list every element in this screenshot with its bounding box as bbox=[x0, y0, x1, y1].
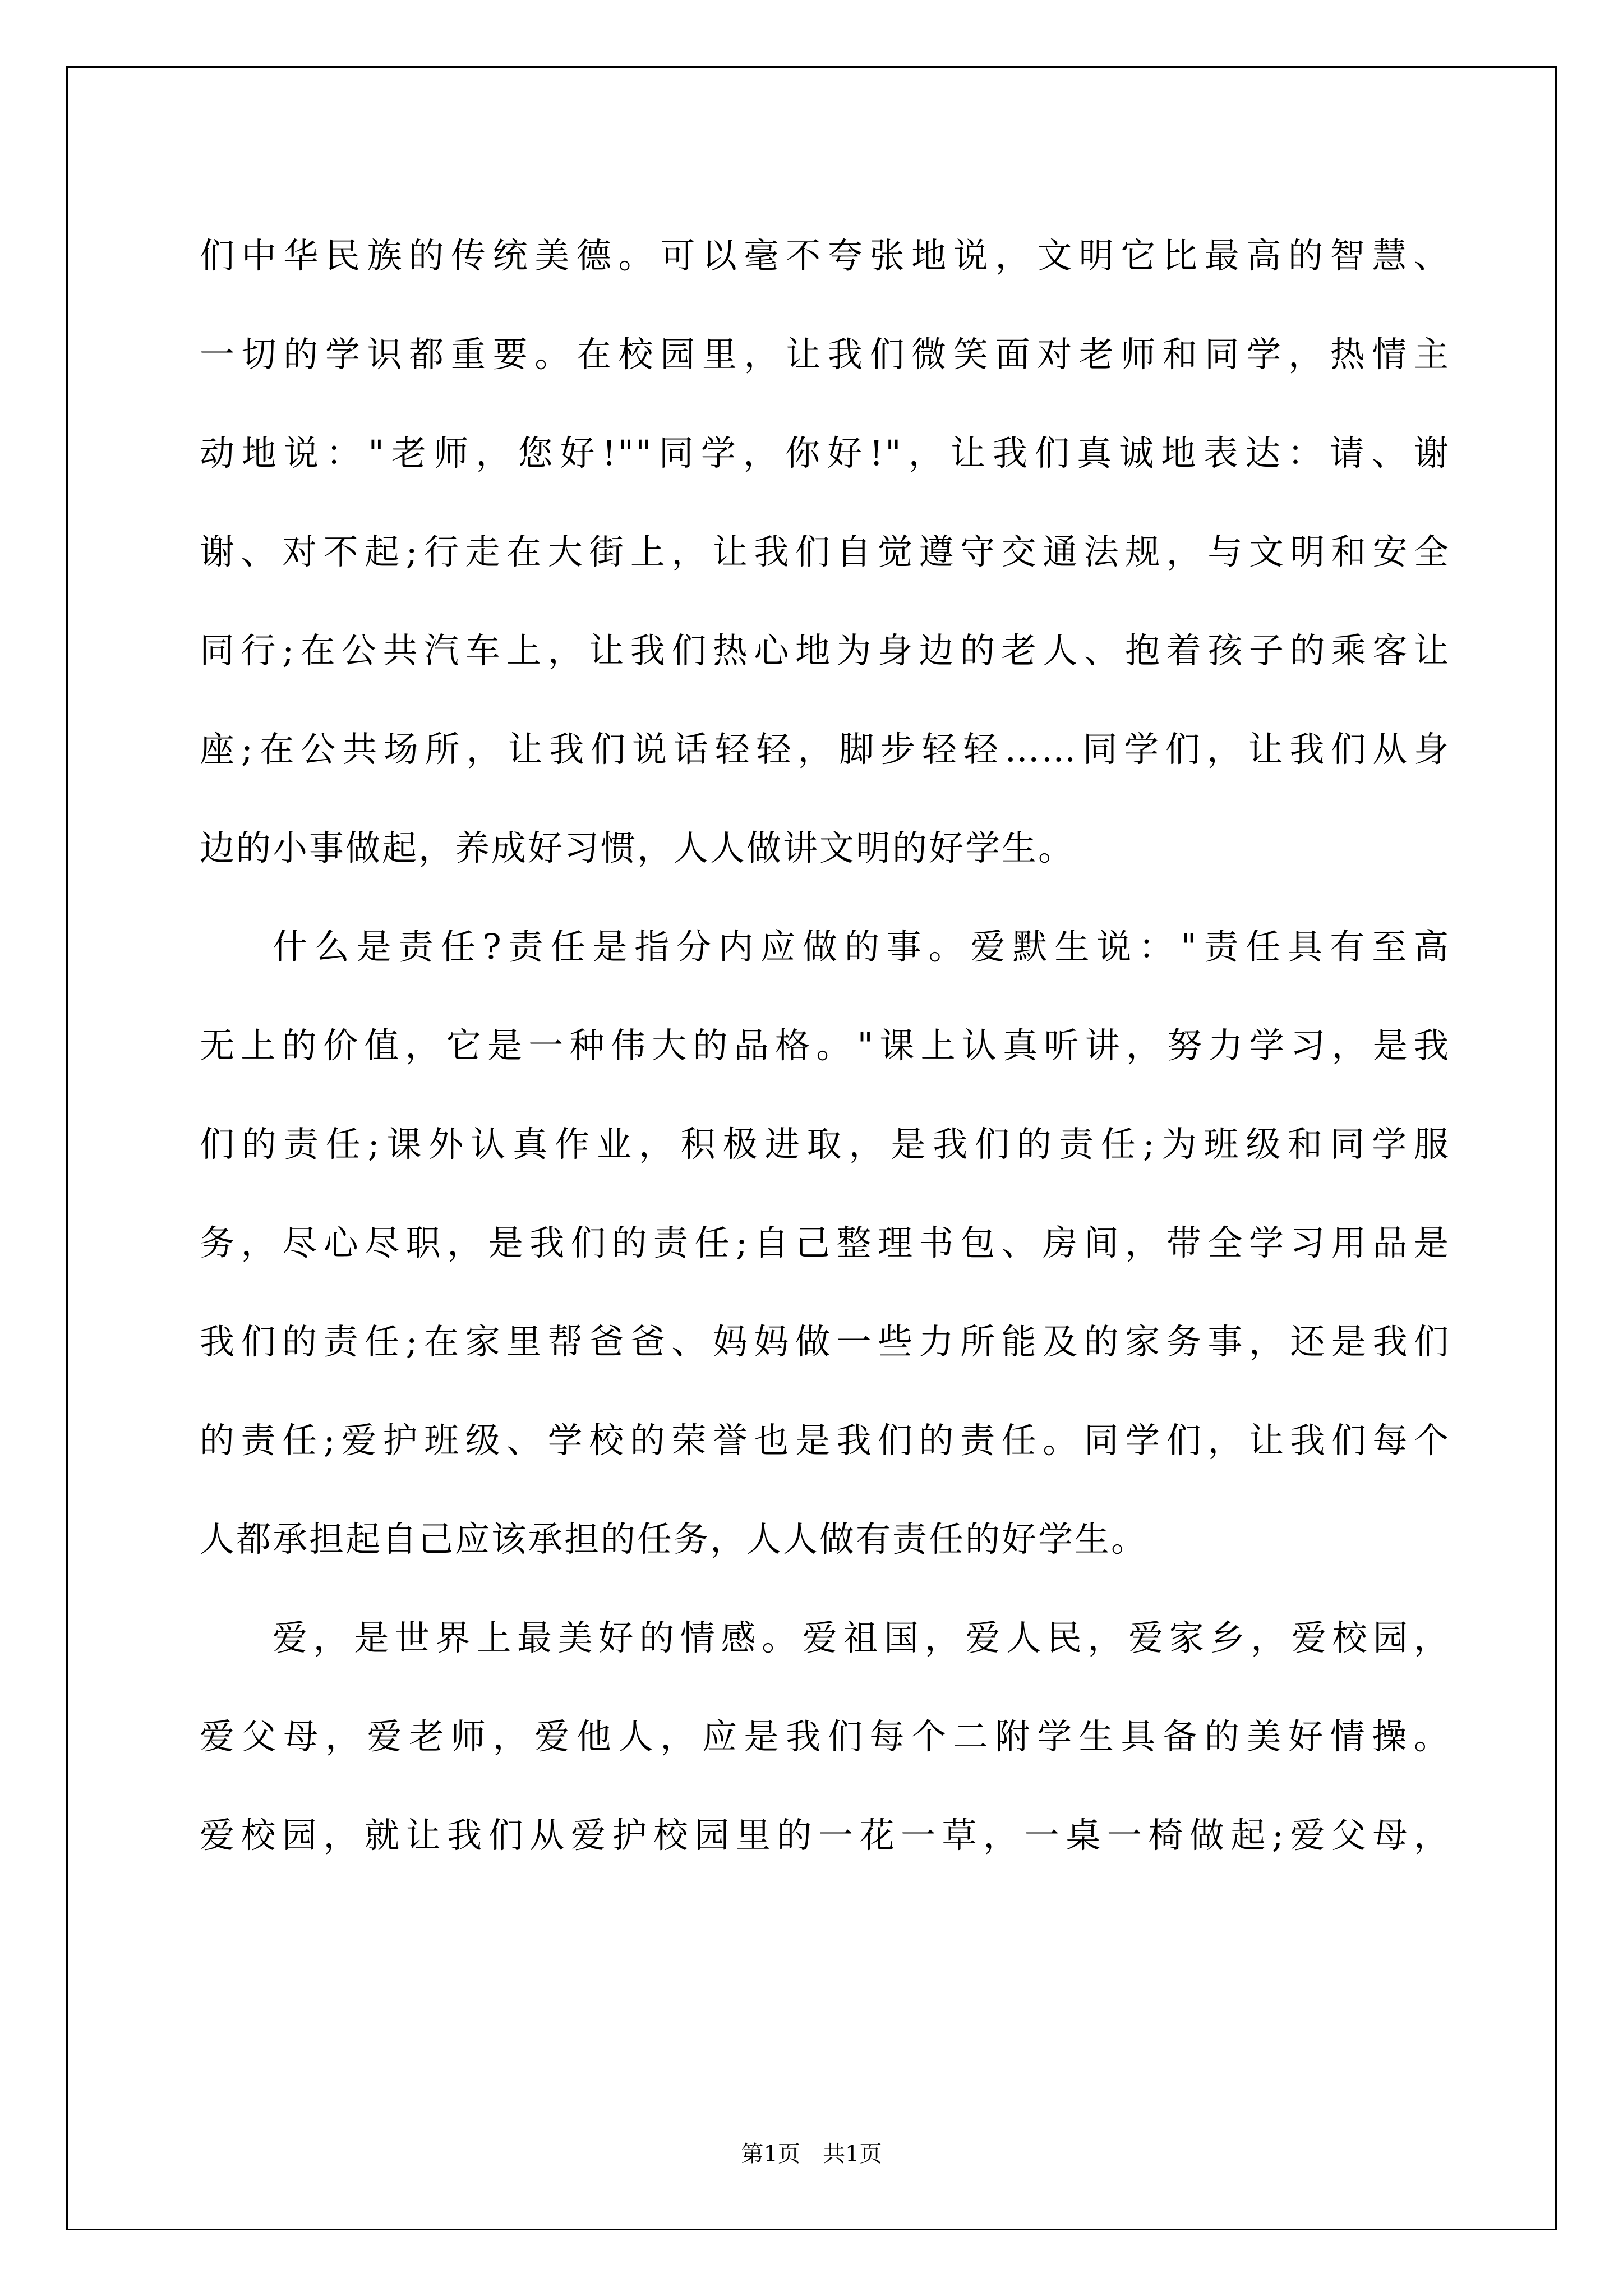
text-line: 动地说："老师，您好!""同学，你好!"，让我们真诚地表达：请、谢 bbox=[200, 432, 1450, 473]
text-line: 同行;在公共汽车上，让我们热心地为身边的老人、抱着孩子的乘客让 bbox=[200, 630, 1450, 671]
text-line: 一切的学识都重要。在校园里，让我们微笑面对老师和同学，热情主 bbox=[200, 334, 1450, 375]
text-line: 的责任;爱护班级、学校的荣誉也是我们的责任。同学们，让我们每个 bbox=[200, 1420, 1450, 1461]
paragraph-start-line: 什么是责任?责任是指分内应做的事。爱默生说："责任具有至高 bbox=[273, 926, 1450, 967]
text-line: 无上的价值，它是一种伟大的品格。"课上认真听讲，努力学习，是我 bbox=[200, 1025, 1450, 1066]
text-line: 务，尽心尽职，是我们的责任;自己整理书包、房间，带全学习用品是 bbox=[200, 1222, 1450, 1263]
text-line: 爱校园，就让我们从爱护校园里的一花一草，一桌一椅做起;爱父母， bbox=[200, 1815, 1450, 1856]
text-line: 谢、对不起;行走在大街上，让我们自觉遵守交通法规，与文明和安全 bbox=[200, 531, 1450, 572]
page-footer bbox=[0, 2137, 1623, 2171]
text-line: 爱父母，爱老师，爱他人，应是我们每个二附学生具备的美好情操。 bbox=[200, 1716, 1450, 1757]
text-line: 座;在公共场所，让我们说话轻轻，脚步轻轻……同学们，让我们从身 bbox=[200, 729, 1450, 770]
text-line: 边的小事做起，养成好习惯，人人做讲文明的好学生。 bbox=[200, 827, 1075, 868]
text-line: 们的责任;课外认真作业，积极进取，是我们的责任;为班级和同学服 bbox=[200, 1124, 1450, 1165]
paragraph-start-line: 爱，是世界上最美好的情感。爱祖国，爱人民，爱家乡，爱校园， bbox=[273, 1617, 1450, 1658]
text-line: 我们的责任;在家里帮爸爸、妈妈做一些力所能及的家务事，还是我们 bbox=[200, 1321, 1450, 1362]
page-total: 共1页 bbox=[823, 2141, 882, 2167]
text-line: 们中华民族的传统美德。可以毫不夸张地说，文明它比最高的智慧、 bbox=[200, 235, 1450, 276]
document-body bbox=[200, 206, 1450, 1885]
page-number: 第1页 bbox=[741, 2141, 800, 2167]
text-line: 人都承担起自己应该承担的任务，人人做有责任的好学生。 bbox=[200, 1519, 1148, 1559]
